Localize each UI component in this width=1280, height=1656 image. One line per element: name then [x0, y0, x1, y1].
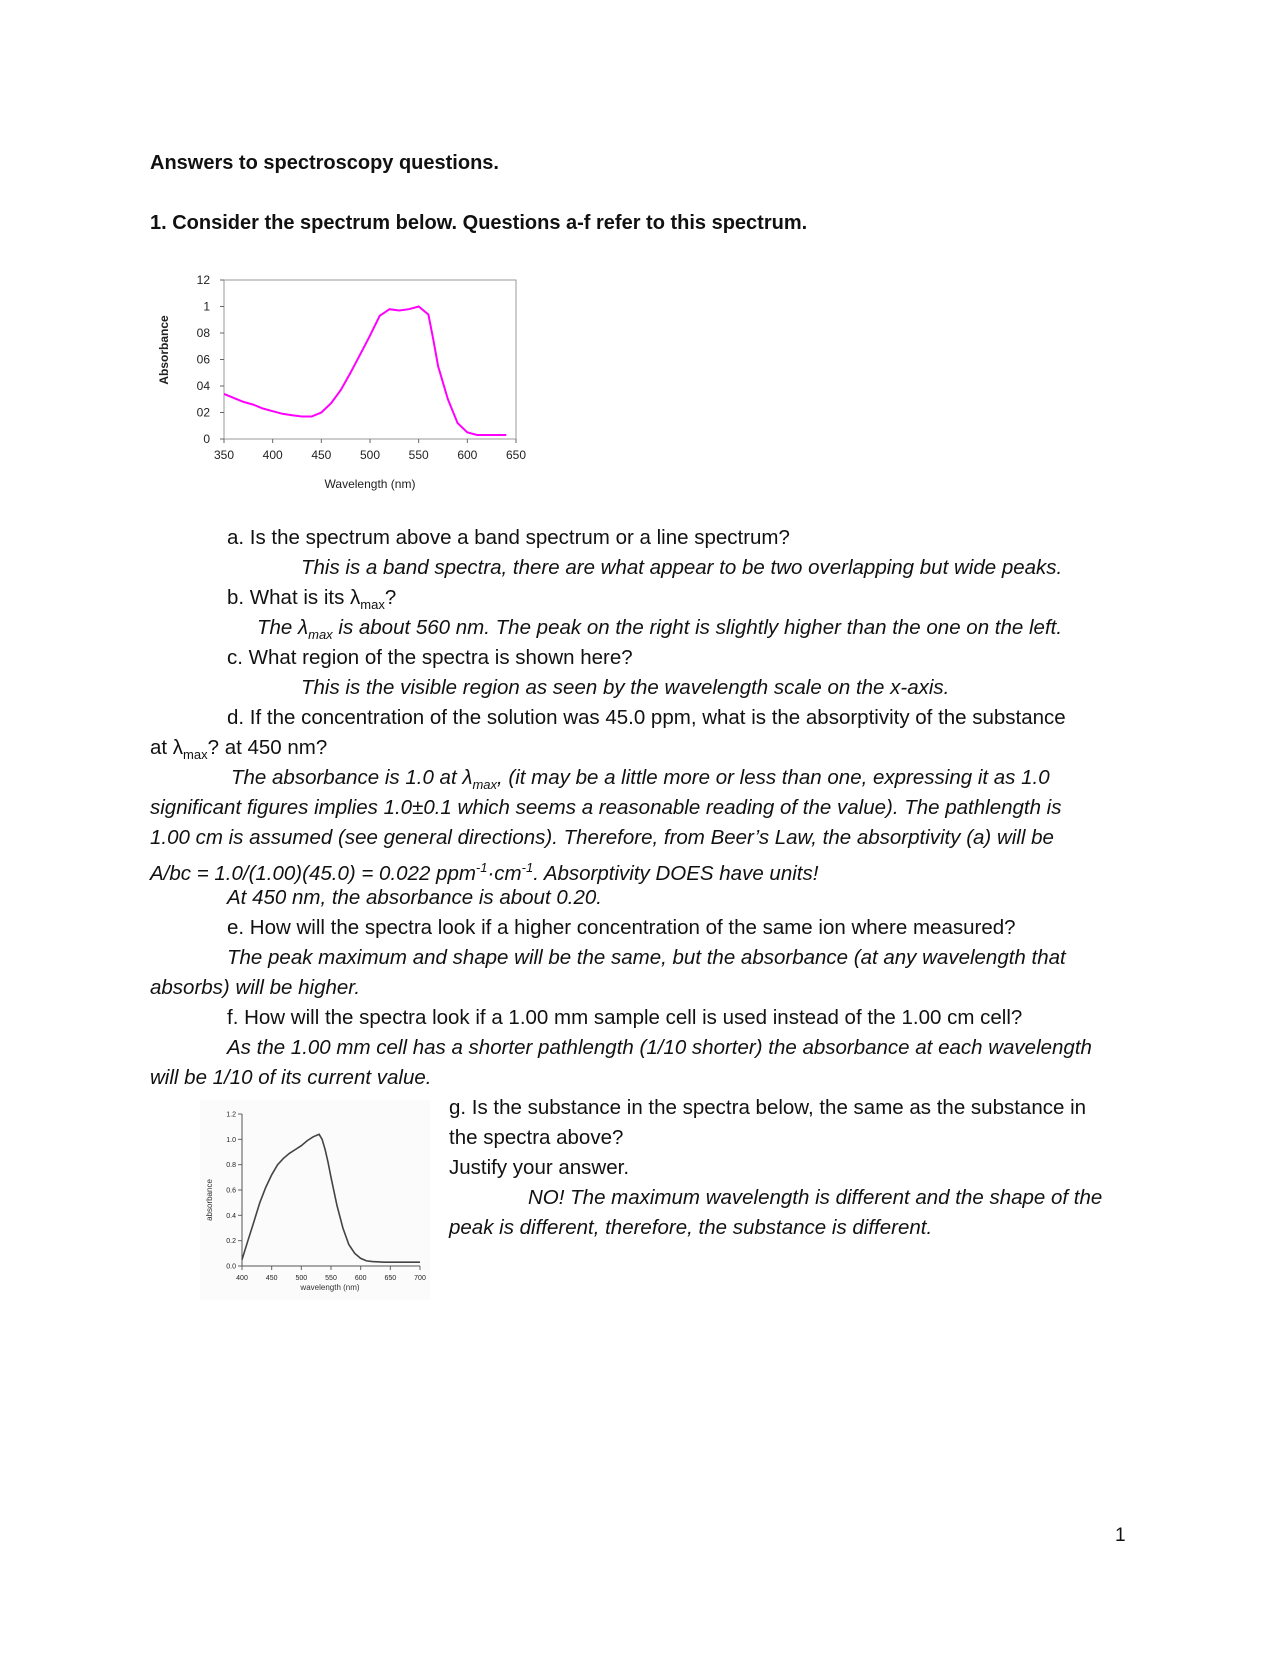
- answer-g-line-2: peak is different, therefore, the substance is different.: [449, 1216, 933, 1239]
- x-tick-label: 350: [213, 448, 235, 462]
- y-tick-label: 04: [196, 379, 210, 394]
- x-tick-label: 500: [295, 1275, 308, 1282]
- plot-area: [224, 280, 516, 439]
- question-g-line-3: Justify your answer.: [449, 1156, 630, 1179]
- y-tick-label: 0.4: [226, 1212, 236, 1220]
- y-tick-label: 1.0: [226, 1136, 236, 1144]
- y-axis-label: Absorbance: [157, 315, 171, 385]
- answer-d-line-3: 1.00 cm is assumed (see general directions). Therefore, from Beer’s Law, the absorptivity (a) will be: [150, 826, 1054, 849]
- x-axis-label: wavelength (nm): [300, 1283, 360, 1292]
- answer-f-line-2: will be 1/10 of its current value.: [150, 1066, 432, 1089]
- y-tick-label: 1: [203, 299, 210, 314]
- answer-d-line-5: At 450 nm, the absorbance is about 0.20.: [227, 886, 602, 909]
- x-tick-label: 450: [311, 448, 332, 462]
- answer-d-line-1: The absorbance is 1.0 at $\lambda_{max}$, (it may be a little more or less than one, expressing it as 1.0: [231, 766, 1050, 793]
- question-c: c. What region of the spectra is shown here?: [227, 646, 633, 669]
- x-tick-label: 700: [414, 1275, 426, 1282]
- x-tick-label: 650: [384, 1275, 397, 1282]
- y-axis-label: absorbance: [205, 1179, 214, 1221]
- answer-c: This is the visible region as seen by the wavelength scale on the x-axis.: [301, 676, 950, 699]
- y-tick-label: 02: [196, 405, 210, 420]
- spectrum-line: [224, 307, 506, 436]
- y-tick-label: 12: [196, 273, 210, 288]
- question-e: e. How will the spectra look if a higher concentration of the same ion where measured?: [227, 916, 1016, 939]
- answer-g-line-1: NO! The maximum wavelength is different and the shape of the: [528, 1186, 1103, 1209]
- answer-d-line-4: A/bc = 1.0/(1.00)(45.0) = 0.022 $ppm^{-1}\cdot cm^{-1}$. Absorptivity DOES have units!: [150, 860, 819, 885]
- y-tick-label: 1.2: [226, 1111, 236, 1119]
- answer-b: The $\lambda_{max}$ is about 560 nm. The peak on the right is slightly higher than the one on the left.: [257, 616, 1063, 643]
- x-tick-label: 450: [265, 1275, 278, 1282]
- question-a: a. Is the spectrum above a band spectrum or a line spectrum?: [227, 526, 790, 549]
- x-tick-label: 500: [359, 448, 381, 462]
- page-title: Answers to spectroscopy questions.: [150, 152, 499, 174]
- y-tick-label: 0.0: [226, 1263, 236, 1271]
- question-d-line-2: at $\lambda_{max}$? at 450 nm?: [150, 736, 328, 763]
- question-g-line-1: g. Is the substance in the spectra below, the same as the substance in: [449, 1096, 1087, 1119]
- answer-d-line-2: significant figures implies 1.0±0.1 which seems a reasonable reading of the value). The pathlength is: [150, 796, 1062, 819]
- question-d-line-1: d. If the concentration of the solution was 45.0 ppm, what is the absorptivity of the substance: [227, 706, 1066, 729]
- question-1-heading: 1. Consider the spectrum below. Questions a-f refer to this spectrum.: [150, 212, 808, 234]
- question-f: f. How will the spectra look if a 1.00 mm sample cell is used instead of the 1.00 cm cell?: [227, 1006, 1023, 1029]
- answer-e-line-2: absorbs) will be higher.: [150, 976, 361, 999]
- y-tick-label: 06: [196, 352, 210, 367]
- page-number: 1: [1115, 1525, 1126, 1546]
- x-tick-label: 400: [236, 1275, 248, 1282]
- y-tick-label: 08: [196, 326, 210, 341]
- y-tick-label: 0.2: [226, 1238, 236, 1246]
- x-axis-label: Wavelength (nm): [324, 477, 416, 491]
- x-tick-label: 550: [408, 448, 429, 462]
- y-tick-label: 0: [203, 432, 210, 447]
- y-tick-label: 0.8: [226, 1162, 236, 1170]
- x-tick-label: 550: [325, 1275, 337, 1282]
- answer-f-line-1: As the 1.00 mm cell has a shorter pathlength (1/10 shorter) the absorbance at each wavelength: [227, 1036, 1092, 1059]
- answer-a: This is a band spectra, there are what appear to be two overlapping but wide peaks.: [301, 556, 1063, 579]
- x-tick-label: 650: [505, 448, 527, 462]
- answer-e-line-1: The peak maximum and shape will be the same, but the absorbance (at any wavelength that: [227, 946, 1066, 969]
- question-b: b. What is its $\lambda_{max}$?: [227, 586, 397, 613]
- absorbance-spectrum-chart-1: [150, 262, 530, 502]
- absorbance-spectrum-chart-2: [200, 1100, 430, 1300]
- x-tick-label: 600: [457, 448, 478, 462]
- y-tick-label: 0.6: [226, 1187, 236, 1195]
- x-tick-label: 600: [354, 1275, 367, 1282]
- question-g-line-2: the spectra above?: [449, 1126, 624, 1149]
- x-tick-label: 400: [262, 448, 283, 462]
